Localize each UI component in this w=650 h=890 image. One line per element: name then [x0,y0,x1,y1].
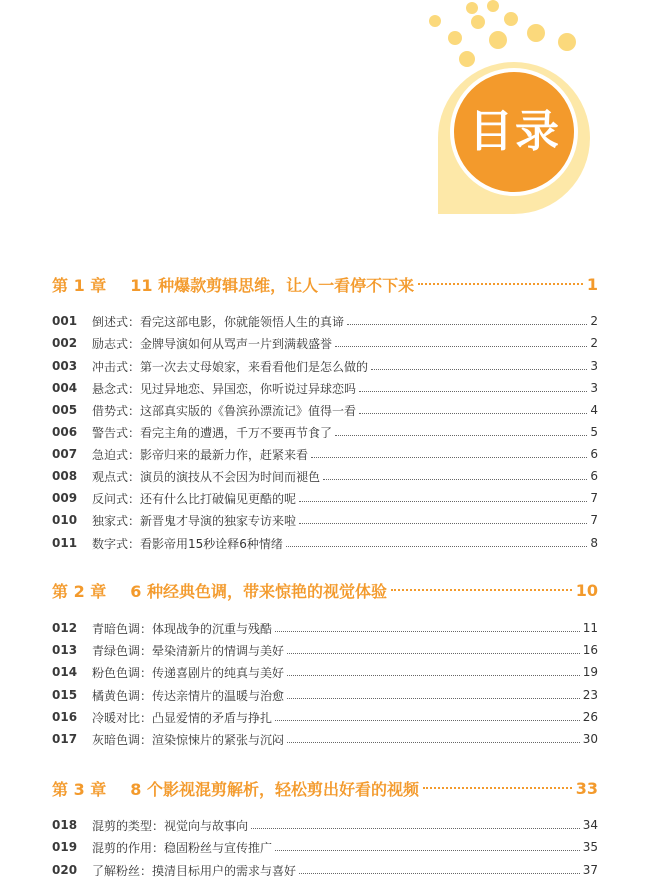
dot-leader [286,546,587,547]
entry-title: 青绿色调：晕染清新片的情调与美好 [92,643,285,658]
dot-leader [275,631,580,632]
dot-leader [299,501,587,502]
entry-number: 005 [52,403,78,417]
chapter-label: 第 1 章 [52,275,107,295]
chapter-page-number: 10 [575,580,598,600]
chapter-heading[interactable] [52,774,598,802]
dot-leader [299,523,587,524]
entry-title: 青暗色调：体现战争的沉重与残酷 [92,621,273,636]
toc-entry[interactable] [52,311,598,331]
entry-title: 混剪的作用：稳固粉丝与宣传推广 [92,840,273,855]
toc-entry[interactable] [52,640,598,660]
toc-entry[interactable] [52,533,598,553]
entry-page-number: 4 [590,403,598,417]
entry-number: 017 [52,732,78,746]
dot-leader [359,391,587,392]
entry-number: 007 [52,447,78,461]
toc-entry[interactable] [52,422,598,442]
entry-page-number: 30 [582,732,598,746]
entry-title: 数字式：看影帝用15秒诠释6种情绪 [92,536,283,551]
entry-page-number: 2 [590,314,598,328]
dot-leader [391,589,572,591]
dot-leader [287,653,580,654]
entry-number: 011 [52,536,78,550]
dot-leader [418,283,583,285]
entry-number: 018 [52,818,78,832]
dot-leader [251,828,580,829]
entry-title: 悬念式：见过异地恋、异国恋，你听说过异球恋吗 [92,381,357,396]
entry-number: 013 [52,643,78,657]
entry-page-number: 6 [590,447,598,461]
entry-title: 灰暗色调：渲染惊悚片的紧张与沉闷 [92,732,285,747]
chapter-heading[interactable] [52,270,598,298]
entry-page-number: 5 [590,425,598,439]
entry-title: 观点式：演员的演技从不会因为时间而褪色 [92,469,321,484]
entry-number: 015 [52,688,78,702]
entry-number: 004 [52,381,78,395]
entry-page-number: 37 [582,863,598,877]
entry-page-number: 6 [590,469,598,483]
entry-number: 001 [52,314,78,328]
entry-number: 002 [52,336,78,350]
toc-entry[interactable] [52,333,598,353]
toc-entry[interactable] [52,815,598,835]
entry-title: 独家式：新晋鬼才导演的独家专访来啦 [92,513,297,528]
chapter-label: 第 2 章 [52,581,107,601]
entry-number: 003 [52,359,78,373]
toc-entry[interactable] [52,707,598,727]
entry-title: 冲击式：第一次去丈母娘家，来看看他们是怎么做的 [92,359,369,374]
entry-title: 粉色色调：传递喜剧片的纯真与美好 [92,665,285,680]
entry-number: 019 [52,840,78,854]
entry-title: 借势式：这部真实版的《鲁滨孙漂流记》值得一看 [92,403,357,418]
entry-title: 励志式：金牌导演如何从骂声一片到满载盛誉 [92,336,333,351]
entry-page-number: 19 [582,665,598,679]
dot-leader [347,324,587,325]
toc-entry[interactable] [52,662,598,682]
toc-entry[interactable] [52,729,598,749]
toc-entry[interactable] [52,618,598,638]
entry-number: 006 [52,425,78,439]
entry-page-number: 26 [582,710,598,724]
toc-entry[interactable] [52,488,598,508]
entry-page-number: 35 [582,840,598,854]
entry-number: 014 [52,665,78,679]
dot-leader [299,873,580,874]
entry-number: 012 [52,621,78,635]
dot-leader [287,675,580,676]
dot-leader [335,346,587,347]
entry-page-number: 7 [590,491,598,505]
toc-entry[interactable] [52,860,598,880]
entry-page-number: 7 [590,513,598,527]
entry-page-number: 16 [582,643,598,657]
entry-page-number: 2 [590,336,598,350]
chapter-label: 第 3 章 [52,779,107,799]
chapter-page-number: 1 [586,274,598,294]
toc-entry[interactable] [52,685,598,705]
dot-leader [287,698,580,699]
entry-title: 了解粉丝：摸清目标用户的需求与喜好 [92,863,297,878]
dot-leader [311,457,587,458]
entry-title: 警告式：看完主角的遭遇，千万不要再节食了 [92,425,333,440]
entry-page-number: 8 [590,536,598,550]
entry-page-number: 23 [582,688,598,702]
entry-page-number: 3 [590,381,598,395]
entry-title: 混剪的类型：视觉向与故事向 [92,818,249,833]
entry-page-number: 11 [582,621,598,635]
entry-title: 急迫式：影帝归来的最新力作，赶紧来看 [92,447,309,462]
dot-leader [323,479,587,480]
dot-leader [371,369,587,370]
chapter-heading[interactable] [52,576,598,604]
chapter-title: 6 种经典色调，带来惊艳的视觉体验 [130,581,387,601]
dot-leader [359,413,587,414]
dot-leader [287,742,580,743]
entry-number: 020 [52,863,78,877]
entry-page-number: 34 [582,818,598,832]
chapter-page-number: 33 [575,778,598,798]
toc-title: 目录 [469,106,561,157]
toc-entry[interactable] [52,378,598,398]
chapter-title: 11 种爆款剪辑思维，让人一看停不下来 [130,275,415,295]
entry-number: 016 [52,710,78,724]
entry-title: 橘黄色调：传达亲情片的温暖与治愈 [92,688,285,703]
toc-entry[interactable] [52,444,598,464]
toc-entry[interactable] [52,837,598,857]
entry-title: 冷暖对比：凸显爱情的矛盾与挣扎 [92,710,273,725]
entry-title: 倒述式：看完这部电影，你就能领悟人生的真谛 [92,314,345,329]
entry-page-number: 3 [590,359,598,373]
entry-number: 009 [52,491,78,505]
dot-leader [335,435,587,436]
entry-title: 反问式：还有什么比打破偏见更酷的呢 [92,491,297,506]
toc-entry[interactable] [52,400,598,420]
dot-leader [275,850,580,851]
toc-entry[interactable] [52,356,598,376]
entry-number: 008 [52,469,78,483]
toc-entry[interactable] [52,510,598,530]
entry-number: 010 [52,513,78,527]
dot-leader [423,787,572,789]
chapter-title: 8 个影视混剪解析，轻松剪出好看的视频 [130,779,419,799]
toc-entry[interactable] [52,466,598,486]
decorative-dots [429,0,576,67]
dot-leader [275,720,580,721]
